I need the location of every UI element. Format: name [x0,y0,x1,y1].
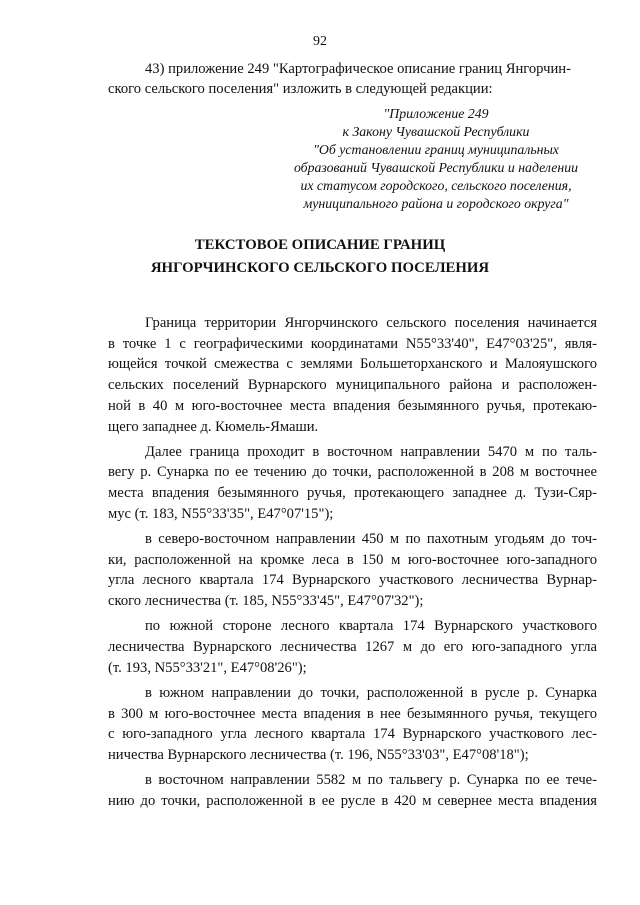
paragraph [108,616,597,678]
text-line: сельских поселений Вурнарского муниципального района и расположен- [108,377,597,394]
appendix-line: "Приложение 249 [383,106,489,121]
text-line: в точке 1 с географическими координатами N55°33'40", E47°03'25", явля- [108,335,597,352]
text-line: Далее граница проходит в восточном направлении 5470 м по таль- [145,443,597,460]
text-line: ки, расположенной на кромке леса в 150 м юго-восточнее юго-западного [108,551,597,568]
appendix-line: образований Чувашской Республики и наделении [293,160,579,175]
text-line: в 300 м юго-восточнее места впадения в нее безымянного ручья, текущего [108,705,597,722]
text-line: в восточном направлении 5582 м по тальвегу р. Сунарка по ее тече- [145,772,597,789]
paragraph [108,313,597,437]
text-line: нию до точки, расположенной в ее русле в 420 м севернее места впадения [108,792,597,809]
text-line: места впадения безымянного ручья, протекающего западнее д. Тузи-Сяр- [108,485,597,502]
text-line: Граница территории Янгорчинского сельского поселения начинается [145,315,597,331]
appendix-line: "Об установлении границ муниципальных [313,142,559,157]
appendix-note [290,105,582,213]
paragraph [108,529,597,612]
appendix-line: муниципального района и городского округа" [303,196,569,211]
text-line: в северо-восточном направлении 450 м по пахотным угодьям до точ- [145,531,597,548]
page-number: 92 [313,34,327,49]
text-line: по южной стороне лесного квартала 174 Вурнарского участкового [145,618,597,635]
appendix-line: к Закону Чувашской Республики [342,124,530,139]
text-line: ского лесничества (т. 185, N55°33'45", E47°07'32"); [108,593,424,610]
text-line: ющейся точкой смежества с землями Большеторханского и Малояушского [108,356,597,373]
text-line: щего западнее д. Кюмель-Ямаши. [108,418,319,435]
paragraph [108,683,597,766]
text-line: лесничества Вурнарского лесничества 1267 м до его юго-западного угла [108,639,597,656]
heading-line: ТЕКСТОВОЕ ОПИСАНИЕ ГРАНИЦ [194,237,446,253]
appendix-line: их статусом городского, сельского поселения, [300,178,572,193]
paragraph [108,442,597,525]
text-line: угла лесного квартала 174 Вурнарского участкового лесничества Вурнар- [108,572,597,589]
text-line: ничества Вурнарского лесничества (т. 196, N55°33'03", E47°08'18"); [108,747,529,764]
amendment-intro [108,59,597,99]
text-line: вегу р. Сунарка по ее течению до точки, расположенной в 208 м восточнее [108,464,597,481]
text-line: (т. 193, N55°33'21", E47°08'26"); [108,659,307,676]
intro-line: 43) приложение 249 "Картографическое описание границ Янгорчин- [145,61,571,77]
text-line: ной в 40 м юго-восточнее места впадения безымянного ручья, протекаю- [108,397,597,414]
intro-line: ского сельского поселения" изложить в следующей редакции: [108,81,493,97]
text-line: мус (т. 183, N55°33'35", E47°07'15"); [108,505,334,522]
boundary-description [108,313,597,816]
text-line: в южном направлении до точки, расположенной в русле р. Сунарка [145,684,597,701]
section-heading [0,234,640,280]
heading-line: ЯНГОРЧИНСКОГО СЕЛЬСКОГО ПОСЕЛЕНИЯ [150,260,490,276]
text-line: с юго-западного угла лесного квартала 174 Вурнарского участкового лес- [108,726,597,743]
paragraph [108,770,597,811]
